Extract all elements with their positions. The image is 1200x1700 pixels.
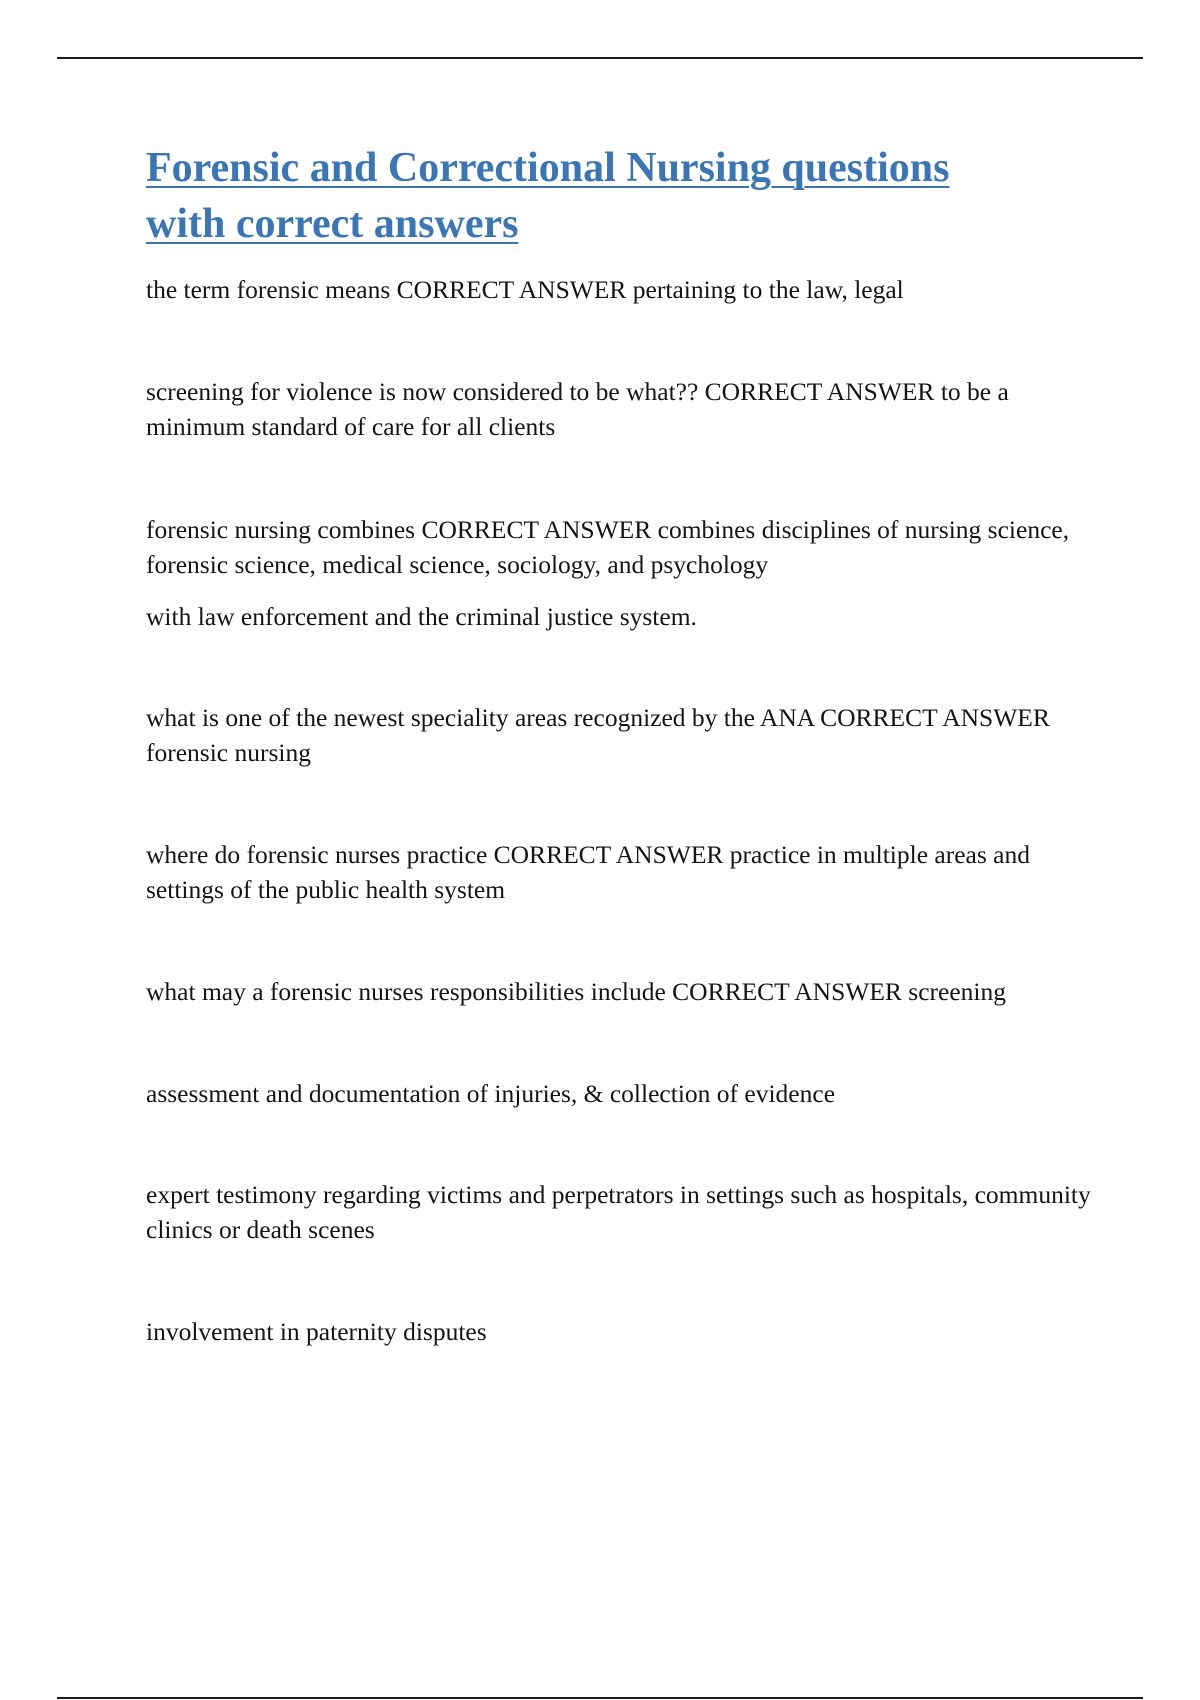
document-title-line-2: with correct answers [146, 201, 519, 247]
qa-paragraph: with law enforcement and the criminal justice system. [146, 602, 697, 631]
qa-paragraph: involvement in paternity disputes [146, 1317, 487, 1346]
qa-paragraph: what may a forensic nurses responsibilities include CORRECT ANSWER screening [146, 977, 1007, 1006]
qa-paragraph: screening for violence is now considered to be what?? CORRECT ANSWER to be a minimum standard of care for all clients [146, 377, 1009, 441]
document-title-line-1: Forensic and Correctional Nursing questions [146, 145, 950, 191]
qa-paragraph: where do forensic nurses practice CORRECT ANSWER practice in multiple areas and settings of the public health system [146, 840, 1030, 904]
document-body [146, 140, 1096, 1349]
qa-paragraph: what is one of the newest speciality areas recognized by the ANA CORRECT ANSWER forensic nursing [146, 703, 1050, 767]
document-title [146, 140, 1096, 252]
qa-paragraph: forensic nursing combines CORRECT ANSWER combines disciplines of nursing science, forensic science, medical science, sociology, and psychology [146, 515, 1070, 579]
footer-rule [57, 1697, 1143, 1699]
qa-paragraph: assessment and documentation of injuries, & collection of evidence [146, 1079, 836, 1108]
header-rule [57, 57, 1143, 59]
qa-paragraph: the term forensic means CORRECT ANSWER pertaining to the law, legal [146, 275, 904, 304]
qa-paragraph: expert testimony regarding victims and perpetrators in settings such as hospitals, community clinics or death scenes [146, 1180, 1091, 1244]
